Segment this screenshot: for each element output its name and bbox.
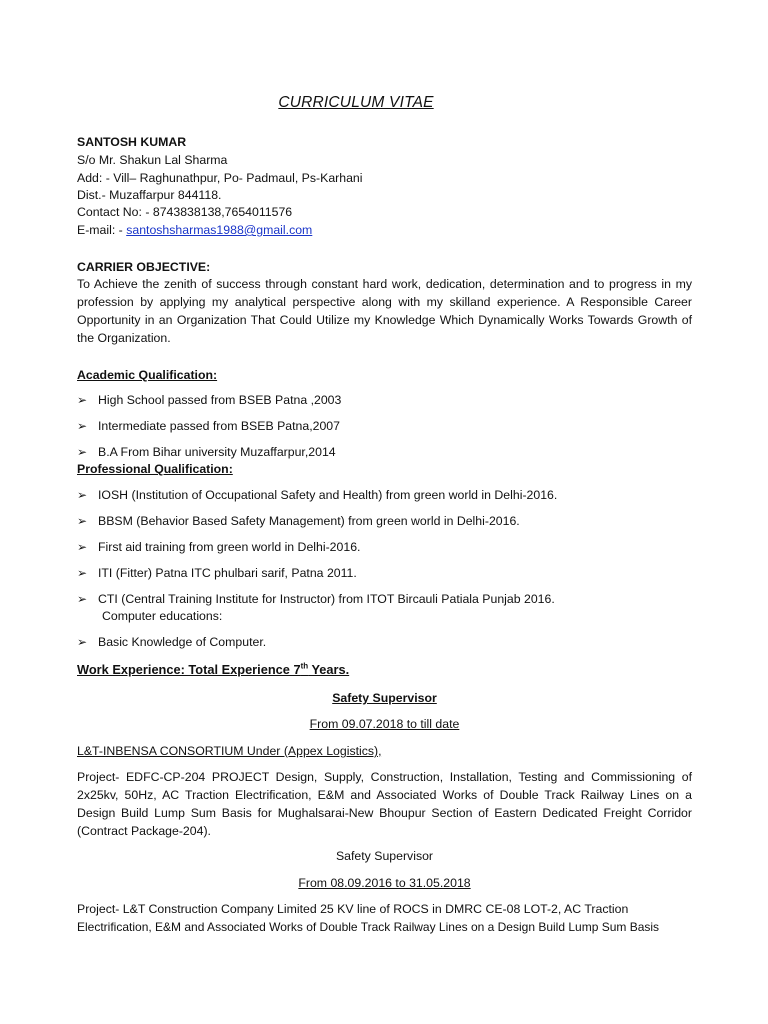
- contact-line: Contact No: - 8743838138,7654011576: [77, 205, 293, 219]
- address-line-1: Add: - Vill– Raghunathpur, Po- Padmaul, Ps-Karhani: [77, 171, 363, 185]
- job1-dates: From 09.07.2018 to till date: [309, 717, 460, 731]
- arrow-bullet-icon: ➢: [77, 514, 88, 528]
- objective-text: To Achieve the zenith of success through constant hard work, dedication, determination and to progress in my profession by applying my analytical perspective along with my skilland experience. A Responsible Career Opportunity in an Organization That Could Utilize my Knowledge Which Dynamically Works Towards Growth of the Organization.: [77, 277, 692, 345]
- address-line-2: Dist.- Muzaffarpur 844118.: [77, 188, 222, 202]
- job1-project: Project- EDFC-CP-204 PROJECT Design, Supply, Construction, Installation, Testing and Commissioning of 2x25kv, 50Hz, AC Traction Electrification, E&M and Associated Works of Double Track Railway Lines on a Design Build Lump Sum Basis for Mughalsarai-New Bhoupur Section of Eastern Dedicated Freight Corridor (Contract Package-204).: [77, 770, 692, 838]
- job2-title: Safety Supervisor: [335, 849, 434, 863]
- document-title: CURRICULUM VITAE: [278, 94, 434, 111]
- job1-title: Safety Supervisor: [332, 691, 437, 705]
- arrow-bullet-icon: ➢: [77, 445, 88, 459]
- email-line: [77, 221, 692, 239]
- parent-line: S/o Mr. Shakun Lal Sharma: [77, 153, 228, 167]
- candidate-name: SANTOSH KUMAR: [77, 135, 187, 149]
- arrow-bullet-icon: ➢: [77, 419, 88, 433]
- arrow-bullet-icon: ➢: [77, 488, 88, 502]
- job2-project-line-1: Project- L&T Construction Company Limited 25 KV line of ROCS in DMRC CE-08 LOT-2, AC Traction: [77, 902, 629, 916]
- arrow-bullet-icon: ➢: [77, 566, 88, 580]
- resume-page: CURRICULUM VITAE SANTOSH KUMAR S/o Mr. Shakun Lal Sharma Add: - Vill– Raghunathpur, Po- Padmaul, Ps-Karhani Dist.- Muzaffarpur 844118. Contact No: - 8743838138,7654011576 E-mail: - santoshsharmas1988@gmail.com CARRIER OBJECTIVE: To Achieve the zenith of success through constant hard work, dedication, determination and to progress in my profession by applying my analytical perspective along with my skilland experience. A Responsible Career Opportunity in an Organization That Could Utilize my Knowledge Which Dynamically Works Towards Growth of the Organization. Academic Qualification: ➢ High School passed from BSEB Patna ,2003 ➢ Intermediate passed from BSEB Patna,2007 ➢ B.A From Bihar university Muzaffarpur,2014 Professional Qualification: ➢ IOSH (Institution of Occupational Safety and Health) from green world in Delhi-2016. ➢ BBSM (Behavior Based Safety Management) from green world in Delhi-2016. ➢ First aid training from green world in Delhi-2016. ➢ ITI (Fitter) Patna ITC phulbari sarif, Patna 2011. ➢ CTI (Central Training Institute for Instructor) from ITOT Bircauli Patiala Punjab 2016. Computer educations: ➢ Basic Knowledge of Computer. Work Experience: Total Experience 7th Years. Safety Supervisor From 09.07.2018 to till date L&T-INBENSA CONSORTIUM Under (Appex Logistics), Project- EDFC-CP-204 PROJECT Design, Supply, Construction, Installation, Testing and Commissioning of 2x25kv, 50Hz, AC Traction Electrification, E&M and Associated Works of Double Track Railway Lines on a Design Build Lump Sum Basis for Mughalsarai-New Bhoupur Section of Eastern Dedicated Freight Corridor (Contract Package-204). Safety Supervisor From 08.09.2016 to 31.05.2018 Project- L&T Construction Company Limited 25 KV line of ROCS in DMRC CE-08 LOT-2, AC Traction Electrification, E&M and Associated Works of Double Track Railway Lines on a Design Build Lump Sum Basis: [0, 0, 768, 1024]
- work-experience-heading: Work Experience: Total Experience 7th Years.: [77, 661, 350, 677]
- job1-company: L&T-INBENSA CONSORTIUM Under (Appex Logistics),: [77, 744, 382, 758]
- email-link[interactable]: santoshsharmas1988@gmail.com: [126, 223, 313, 237]
- computer-heading: Computer educations:: [102, 609, 223, 623]
- professional-heading: Professional Qualification:: [77, 462, 233, 476]
- job2-dates: From 08.09.2016 to 31.05.2018: [298, 876, 471, 890]
- arrow-bullet-icon: ➢: [77, 635, 88, 649]
- arrow-bullet-icon: ➢: [77, 540, 88, 554]
- job2-project-line-2: Electrification, E&M and Associated Works of Double Track Railway Lines on a Design Build Lump Sum Basis: [77, 920, 660, 934]
- email-prefix: E-mail: -: [77, 223, 127, 237]
- academic-heading: Academic Qualification:: [77, 368, 218, 382]
- arrow-bullet-icon: ➢: [77, 592, 88, 606]
- objective-heading: CARRIER OBJECTIVE:: [77, 260, 211, 274]
- arrow-bullet-icon: ➢: [77, 393, 88, 407]
